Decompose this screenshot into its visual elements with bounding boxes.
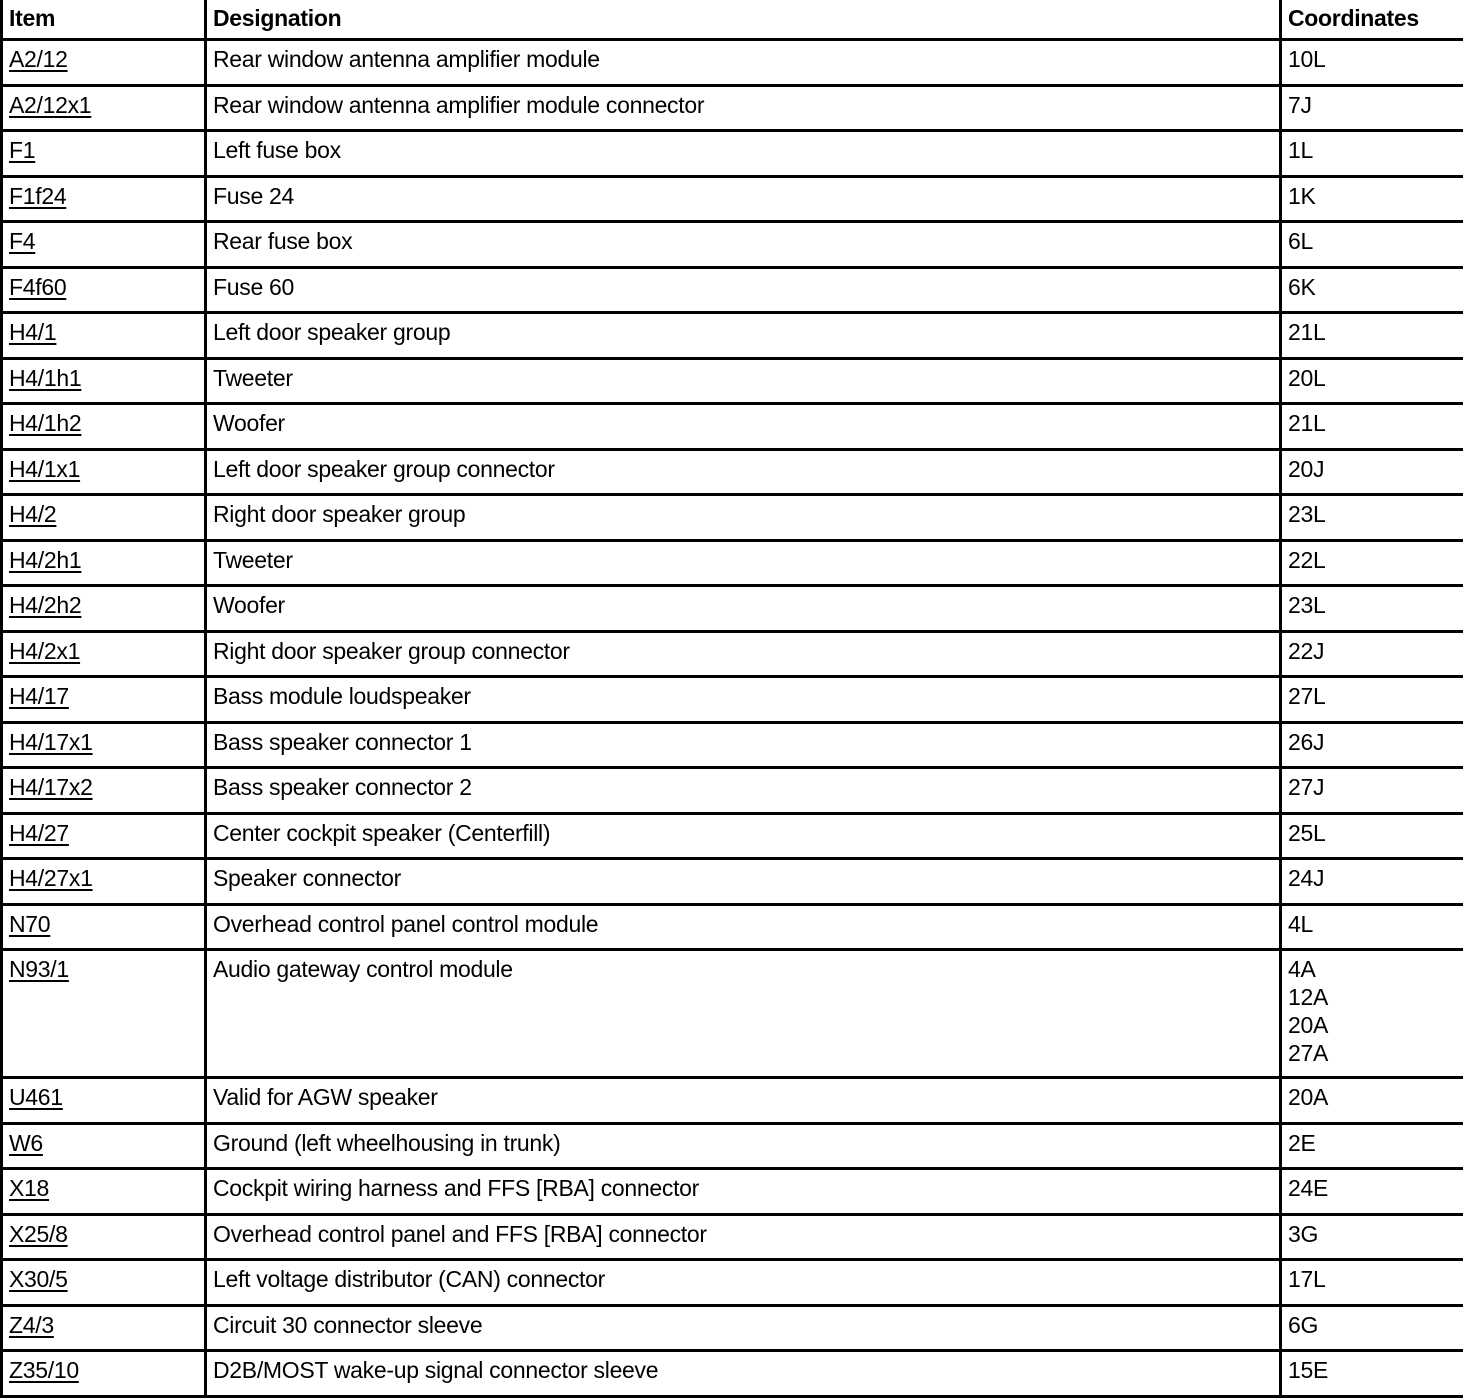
- item-cell: [2, 85, 206, 131]
- designation-cell: Woofer: [206, 586, 1281, 632]
- item-link[interactable]: F1: [9, 137, 36, 163]
- header-item: Item: [2, 0, 206, 40]
- coordinate-value: 27A: [1288, 1040, 1329, 1066]
- item-cell: [2, 176, 206, 222]
- coordinate-value: 6K: [1288, 273, 1316, 300]
- item-link[interactable]: H4/2h2: [9, 592, 82, 618]
- designation-cell: Bass module loudspeaker: [206, 677, 1281, 723]
- table-row: [2, 722, 1463, 768]
- coordinate-value: 6G: [1288, 1311, 1319, 1338]
- coordinates-cell: [1281, 313, 1463, 359]
- coordinate-value: 24E: [1288, 1175, 1329, 1201]
- item-link[interactable]: W6: [9, 1129, 43, 1156]
- table-row: [2, 1351, 1463, 1397]
- designation-cell: Left door speaker group connector: [206, 449, 1281, 495]
- table-row: [2, 859, 1463, 905]
- item-link[interactable]: F4: [9, 228, 36, 254]
- designation-cell: Right door speaker group: [206, 495, 1281, 541]
- item-link[interactable]: H4/2h1: [9, 546, 82, 573]
- coordinate-value: 17L: [1288, 1266, 1326, 1292]
- coordinate-value: 3G: [1288, 1220, 1319, 1247]
- coordinates-cell: [1281, 586, 1463, 632]
- coordinates-cell: [1281, 722, 1463, 768]
- designation-cell: Tweeter: [206, 358, 1281, 404]
- item-cell: [2, 813, 206, 859]
- coordinates-cell: [1281, 1305, 1463, 1351]
- designation-cell: Bass speaker connector 1: [206, 722, 1281, 768]
- designation-cell: Valid for AGW speaker: [206, 1078, 1281, 1124]
- coordinate-value: 27L: [1288, 683, 1326, 709]
- coordinate-value: 6L: [1288, 228, 1313, 254]
- coordinates-cell: [1281, 1169, 1463, 1215]
- coordinates-cell: [1281, 85, 1463, 131]
- item-cell: [2, 904, 206, 950]
- coordinate-value: 21L: [1288, 410, 1326, 436]
- designation-cell: Bass speaker connector 2: [206, 768, 1281, 814]
- item-link[interactable]: Z4/3: [9, 1311, 54, 1338]
- coordinate-value: 20L: [1288, 364, 1326, 391]
- designation-cell: Center cockpit speaker (Centerfill): [206, 813, 1281, 859]
- designation-cell: Left fuse box: [206, 131, 1281, 177]
- item-link[interactable]: H4/1x1: [9, 455, 81, 482]
- table-row: [2, 540, 1463, 586]
- item-link[interactable]: H4/17: [9, 683, 69, 709]
- item-cell: [2, 1260, 206, 1306]
- item-cell: [2, 131, 206, 177]
- header-row: [2, 0, 1463, 40]
- coordinate-value: 20A: [1288, 1012, 1329, 1038]
- coordinate-value: 1K: [1288, 182, 1316, 209]
- item-link[interactable]: F4f60: [9, 273, 67, 300]
- designation-cell: Left door speaker group: [206, 313, 1281, 359]
- coordinates-cell: [1281, 631, 1463, 677]
- coordinate-value: 7J: [1288, 91, 1312, 118]
- item-cell: [2, 768, 206, 814]
- coordinate-value: 26J: [1288, 728, 1325, 755]
- table-row: [2, 813, 1463, 859]
- coordinates-cell: [1281, 176, 1463, 222]
- item-link[interactable]: H4/27: [9, 819, 69, 846]
- coordinate-value: 10L: [1288, 46, 1326, 72]
- coordinate-value: 4A: [1288, 956, 1316, 982]
- table-row: [2, 631, 1463, 677]
- designation-cell: Speaker connector: [206, 859, 1281, 905]
- table-row: [2, 40, 1463, 86]
- designation-cell: Right door speaker group connector: [206, 631, 1281, 677]
- item-link[interactable]: H4/2: [9, 501, 57, 527]
- header-coordinates: Coordinates: [1281, 0, 1463, 40]
- coordinate-value: 22L: [1288, 546, 1326, 573]
- coordinate-value: 12A: [1288, 984, 1329, 1010]
- item-cell: [2, 950, 206, 1078]
- item-cell: [2, 631, 206, 677]
- coordinates-cell: [1281, 813, 1463, 859]
- table-row: [2, 358, 1463, 404]
- item-cell: [2, 1123, 206, 1169]
- item-cell: [2, 358, 206, 404]
- coordinates-cell: [1281, 677, 1463, 723]
- item-link[interactable]: X25/8: [9, 1220, 68, 1247]
- item-cell: [2, 859, 206, 905]
- table-row: [2, 176, 1463, 222]
- coordinates-cell: [1281, 495, 1463, 541]
- table-row: [2, 904, 1463, 950]
- item-cell: [2, 449, 206, 495]
- item-link[interactable]: U461: [9, 1084, 63, 1110]
- table-row: [2, 950, 1463, 1078]
- coordinate-value: 15E: [1288, 1357, 1329, 1383]
- designation-cell: Left voltage distributor (CAN) connector: [206, 1260, 1281, 1306]
- coordinates-cell: [1281, 1260, 1463, 1306]
- item-cell: [2, 267, 206, 313]
- coordinates-cell: [1281, 768, 1463, 814]
- designation-cell: Rear window antenna amplifier module connector: [206, 85, 1281, 131]
- table-row: [2, 85, 1463, 131]
- item-link[interactable]: N93/1: [9, 956, 69, 982]
- coordinates-cell: [1281, 267, 1463, 313]
- coordinate-value: 24J: [1288, 865, 1325, 891]
- designation-cell: Rear window antenna amplifier module: [206, 40, 1281, 86]
- designation-cell: Fuse 24: [206, 176, 1281, 222]
- item-link[interactable]: A2/12x1: [9, 91, 92, 118]
- item-cell: [2, 1214, 206, 1260]
- item-cell: [2, 40, 206, 86]
- designation-cell: D2B/MOST wake-up signal connector sleeve: [206, 1351, 1281, 1397]
- coordinate-value: 2E: [1288, 1129, 1316, 1156]
- item-link[interactable]: H4/27x1: [9, 865, 93, 891]
- item-cell: [2, 540, 206, 586]
- coordinate-value: 20A: [1288, 1084, 1329, 1110]
- designation-cell: Ground (left wheelhousing in trunk): [206, 1123, 1281, 1169]
- coordinates-cell: [1281, 404, 1463, 450]
- item-link[interactable]: Z35/10: [9, 1357, 79, 1383]
- item-link[interactable]: X18: [9, 1175, 50, 1201]
- coordinates-cell: [1281, 449, 1463, 495]
- coordinate-value: 20J: [1288, 455, 1325, 482]
- item-cell: [2, 313, 206, 359]
- coordinates-cell: [1281, 1078, 1463, 1124]
- table-body: [2, 40, 1463, 1397]
- item-cell: [2, 1305, 206, 1351]
- item-link[interactable]: X30/5: [9, 1266, 68, 1292]
- designation-cell: Audio gateway control module: [206, 950, 1281, 1078]
- coordinates-cell: [1281, 131, 1463, 177]
- header-designation: Designation: [206, 0, 1281, 40]
- item-cell: [2, 1169, 206, 1215]
- item-link[interactable]: H4/17x1: [9, 728, 93, 755]
- coordinates-cell: [1281, 1351, 1463, 1397]
- coordinates-cell: [1281, 950, 1463, 1078]
- item-cell: [2, 1078, 206, 1124]
- item-cell: [2, 722, 206, 768]
- table-row: [2, 1260, 1463, 1306]
- coordinate-value: 23L: [1288, 501, 1326, 527]
- item-link[interactable]: H4/1h1: [9, 364, 82, 391]
- table-row: [2, 1305, 1463, 1351]
- coordinate-value: 22J: [1288, 637, 1325, 664]
- designation-cell: Rear fuse box: [206, 222, 1281, 268]
- coordinate-value: 1L: [1288, 137, 1313, 163]
- table-row: [2, 131, 1463, 177]
- coordinates-cell: [1281, 40, 1463, 86]
- table-row: [2, 267, 1463, 313]
- coordinate-value: 21L: [1288, 319, 1326, 345]
- designation-cell: Woofer: [206, 404, 1281, 450]
- table-row: [2, 1123, 1463, 1169]
- item-link[interactable]: H4/2x1: [9, 637, 81, 664]
- table-row: [2, 586, 1463, 632]
- table-row: [2, 677, 1463, 723]
- table-row: [2, 495, 1463, 541]
- item-link[interactable]: H4/1h2: [9, 410, 82, 436]
- coordinates-cell: [1281, 904, 1463, 950]
- coordinates-cell: [1281, 1123, 1463, 1169]
- item-link[interactable]: H4/17x2: [9, 774, 93, 800]
- coordinates-cell: [1281, 358, 1463, 404]
- designation-cell: Overhead control panel control module: [206, 904, 1281, 950]
- item-cell: [2, 222, 206, 268]
- table-row: [2, 404, 1463, 450]
- coordinates-cell: [1281, 540, 1463, 586]
- item-link[interactable]: A2/12: [9, 46, 68, 72]
- item-cell: [2, 404, 206, 450]
- coordinate-value: 4L: [1288, 910, 1313, 937]
- designation-cell: Fuse 60: [206, 267, 1281, 313]
- designation-cell: Cockpit wiring harness and FFS [RBA] connector: [206, 1169, 1281, 1215]
- item-link[interactable]: F1f24: [9, 182, 67, 209]
- table-row: [2, 449, 1463, 495]
- designation-cell: Tweeter: [206, 540, 1281, 586]
- designation-cell: Overhead control panel and FFS [RBA] connector: [206, 1214, 1281, 1260]
- table-row: [2, 1078, 1463, 1124]
- coordinates-cell: [1281, 222, 1463, 268]
- coordinate-value: 23L: [1288, 592, 1326, 618]
- coordinates-cell: [1281, 859, 1463, 905]
- table-row: [2, 768, 1463, 814]
- table-row: [2, 1214, 1463, 1260]
- item-cell: [2, 1351, 206, 1397]
- item-link[interactable]: H4/1: [9, 319, 57, 345]
- item-cell: [2, 495, 206, 541]
- item-cell: [2, 586, 206, 632]
- item-link[interactable]: N70: [9, 910, 51, 937]
- coordinate-value: 27J: [1288, 774, 1325, 800]
- designation-cell: Circuit 30 connector sleeve: [206, 1305, 1281, 1351]
- table-row: [2, 313, 1463, 359]
- table-row: [2, 1169, 1463, 1215]
- item-cell: [2, 677, 206, 723]
- coordinate-value: 25L: [1288, 819, 1326, 846]
- table-row: [2, 222, 1463, 268]
- coordinates-cell: [1281, 1214, 1463, 1260]
